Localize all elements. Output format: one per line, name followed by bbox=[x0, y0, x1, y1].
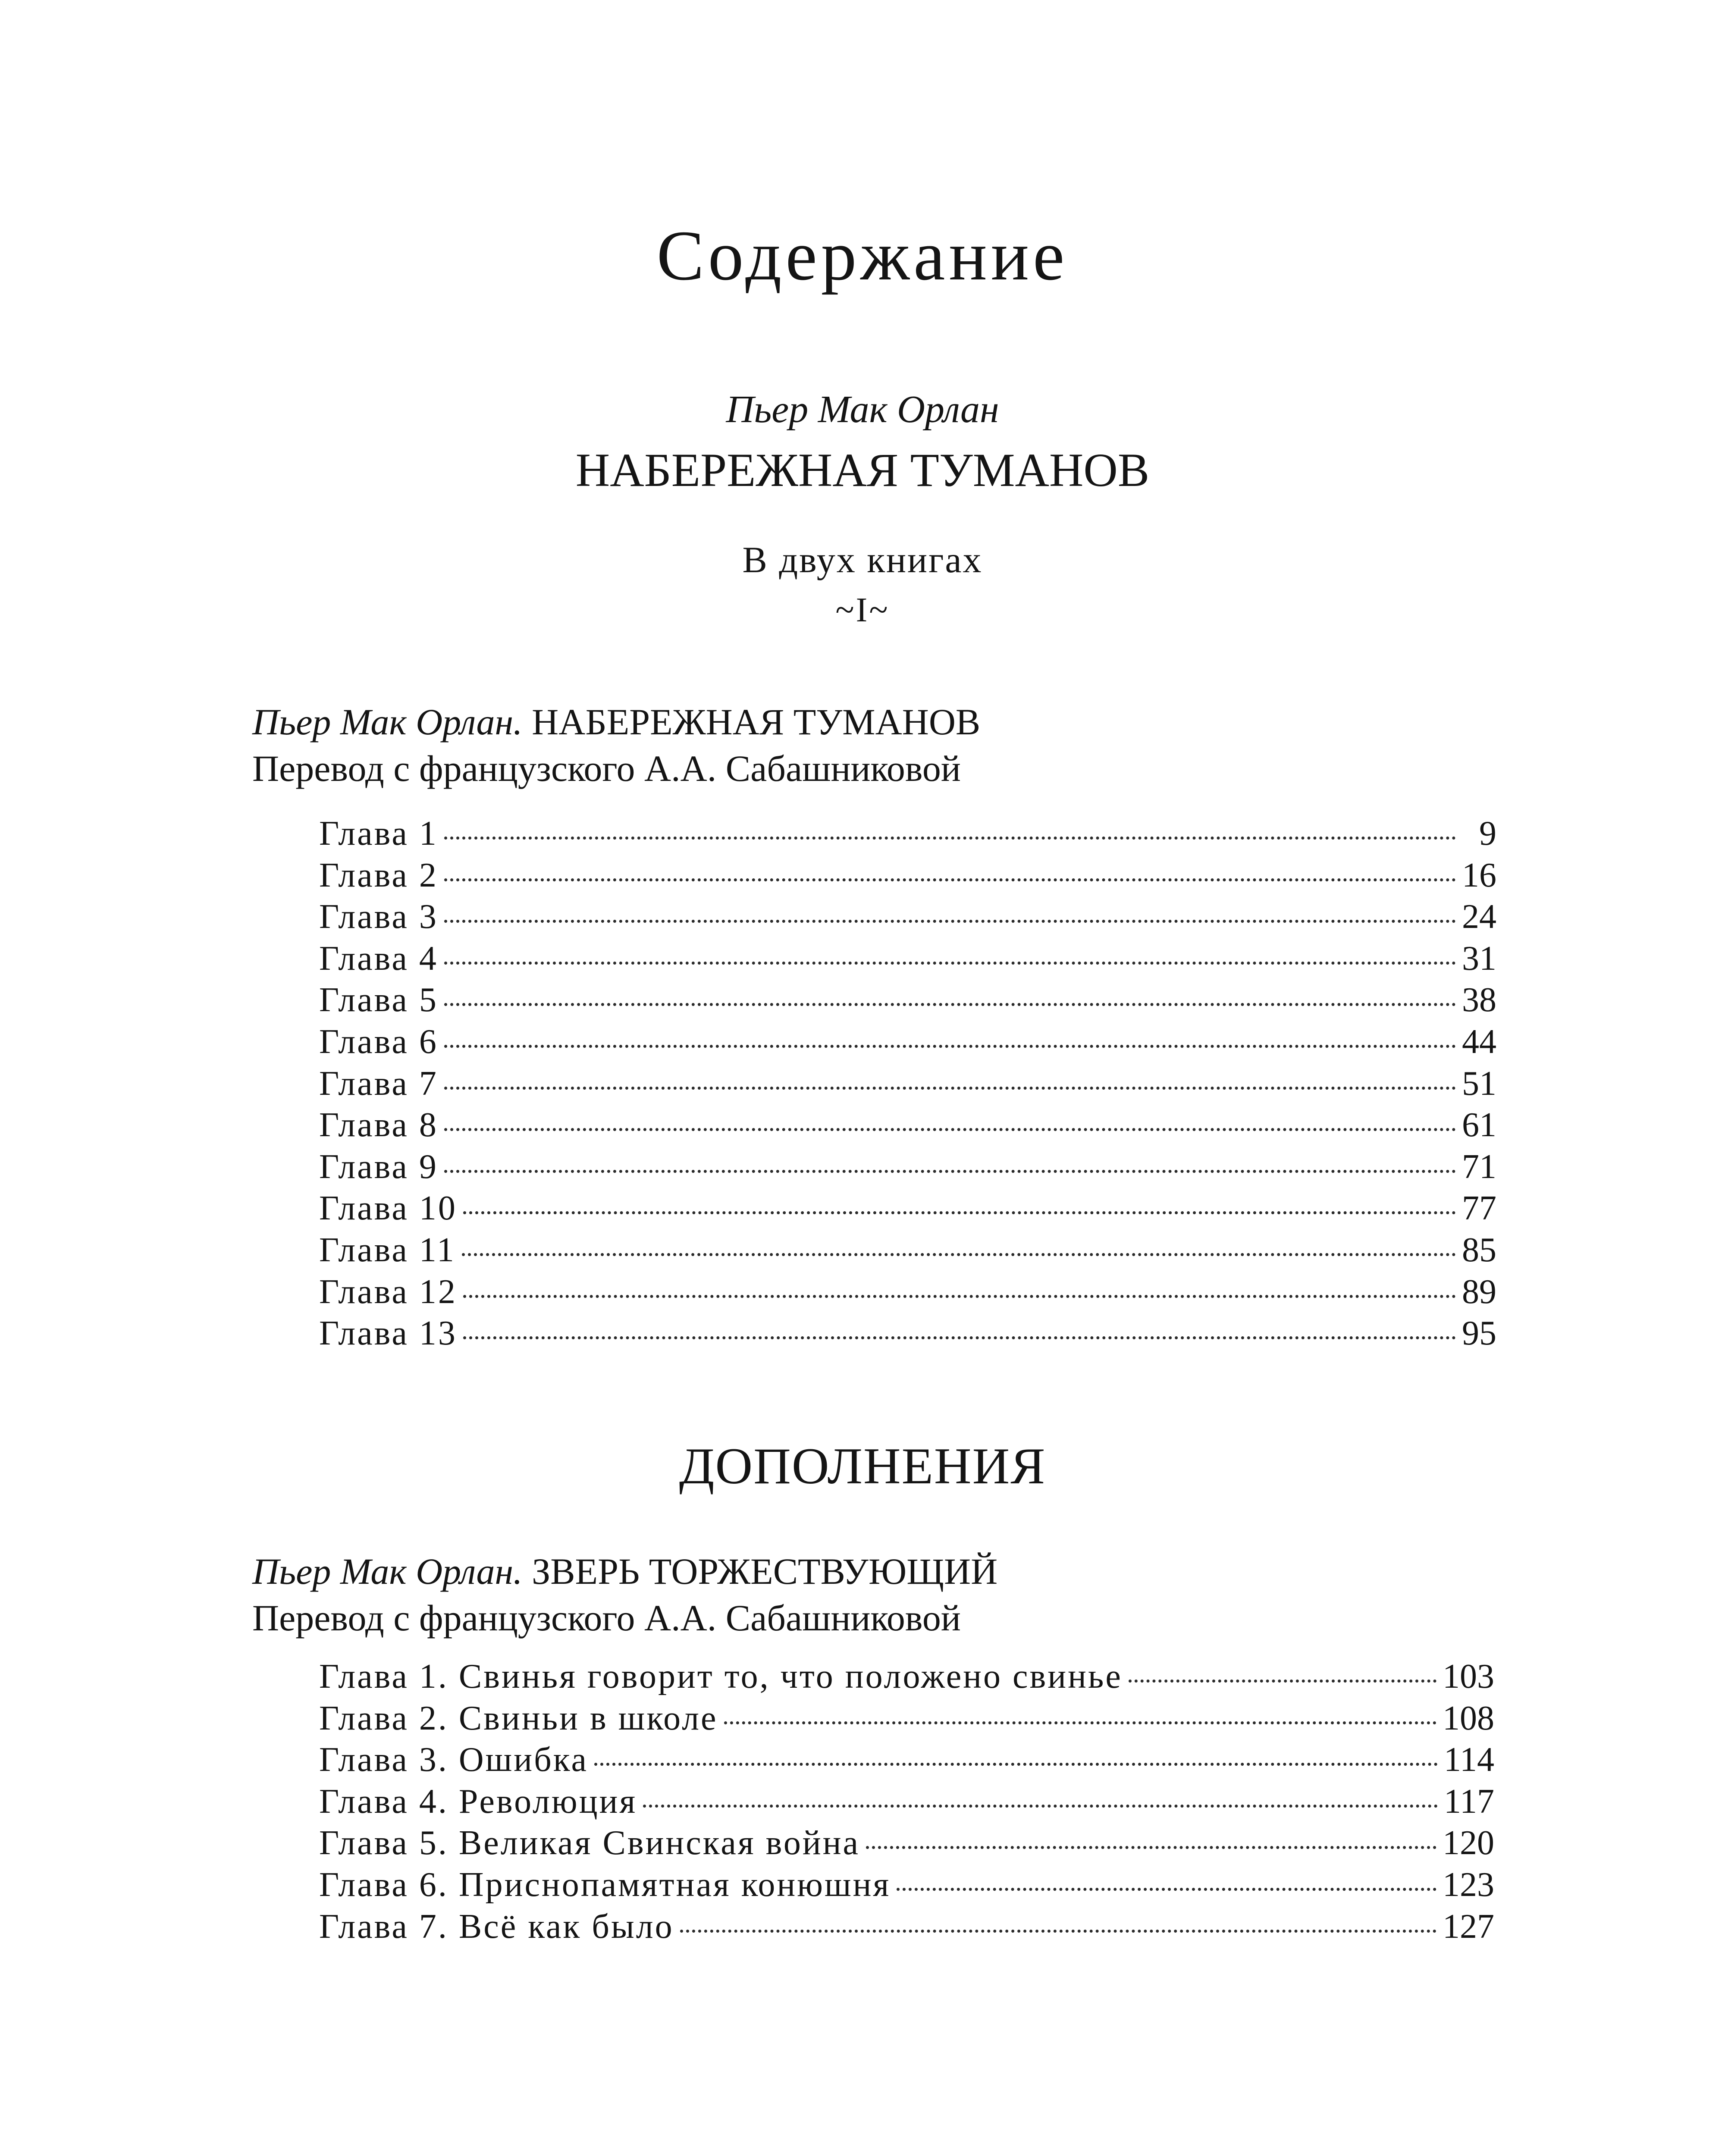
toc-entry[interactable] bbox=[319, 1271, 1496, 1313]
toc-entry[interactable] bbox=[319, 813, 1496, 855]
chapter-title: Глава 1 bbox=[319, 815, 438, 852]
toc-entry[interactable] bbox=[319, 855, 1496, 896]
work-2-chapter-list bbox=[319, 1656, 1494, 1947]
page-number: 9 bbox=[1479, 815, 1496, 852]
chapter-title: Глава 3. Ошибка bbox=[319, 1741, 588, 1779]
page-number: 127 bbox=[1443, 1907, 1494, 1946]
page-number: 71 bbox=[1462, 1147, 1496, 1186]
toc-entry[interactable] bbox=[319, 1864, 1494, 1906]
page-number: 120 bbox=[1443, 1824, 1494, 1862]
page-number: 51 bbox=[1462, 1064, 1496, 1103]
dot-leader bbox=[444, 1128, 1456, 1131]
toc-entry[interactable] bbox=[319, 1063, 1496, 1105]
dot-leader bbox=[866, 1846, 1436, 1849]
page-number: 117 bbox=[1443, 1782, 1494, 1821]
toc-entry[interactable] bbox=[319, 1698, 1494, 1739]
work-1-author-title-line bbox=[252, 699, 980, 745]
toc-entry[interactable] bbox=[319, 1739, 1494, 1781]
page-number: 103 bbox=[1443, 1658, 1494, 1695]
dot-leader bbox=[463, 1295, 1456, 1298]
toc-entry[interactable] bbox=[319, 1822, 1494, 1864]
work-1-title: НАБЕРЕЖНАЯ ТУМАНОВ bbox=[532, 701, 981, 743]
work-2-translation-credit: Перевод с французского А.А. Сабашниковой bbox=[252, 1597, 961, 1639]
work-1-translation-credit: Перевод с французского А.А. Сабашниковой bbox=[252, 748, 961, 789]
work-1-heading bbox=[252, 699, 980, 792]
chapter-title: Глава 3 bbox=[319, 898, 438, 936]
dot-leader bbox=[444, 878, 1456, 881]
toc-entry[interactable] bbox=[319, 1656, 1494, 1698]
toc-entry[interactable] bbox=[319, 1021, 1496, 1063]
page-number: 108 bbox=[1443, 1699, 1494, 1737]
toc-entry[interactable] bbox=[319, 1188, 1496, 1229]
page-number: 24 bbox=[1462, 898, 1496, 936]
work-2-title: ЗВЕРЬ ТОРЖЕСТВУЮЩИЙ bbox=[532, 1551, 998, 1592]
volume-number: ~I~ bbox=[835, 591, 890, 629]
dot-leader bbox=[643, 1805, 1438, 1808]
toc-entry[interactable] bbox=[319, 979, 1496, 1021]
chapter-title: Глава 1. Свинья говорит то, что положено свинье bbox=[319, 1658, 1123, 1695]
page-number: 61 bbox=[1462, 1106, 1496, 1144]
dot-leader bbox=[444, 1045, 1456, 1048]
chapter-title: Глава 10 bbox=[319, 1189, 457, 1228]
page-number: 44 bbox=[1462, 1022, 1496, 1061]
toc-entry[interactable] bbox=[319, 1104, 1496, 1146]
toc-entry[interactable] bbox=[319, 1781, 1494, 1823]
chapter-title: Глава 11 bbox=[319, 1231, 456, 1269]
chapter-title: Глава 4. Революция bbox=[319, 1782, 637, 1821]
page-number: 31 bbox=[1462, 939, 1496, 978]
dot-leader bbox=[463, 1211, 1456, 1214]
toc-entry[interactable] bbox=[319, 938, 1496, 980]
chapter-title: Глава 6 bbox=[319, 1022, 438, 1061]
page-title: Содержание bbox=[656, 216, 1069, 295]
dot-leader bbox=[444, 1003, 1456, 1006]
dot-leader bbox=[444, 1170, 1456, 1173]
work-1-author: Пьер Мак Орлан. bbox=[252, 701, 523, 743]
work-2-author: Пьер Мак Орлан. bbox=[252, 1551, 523, 1592]
dot-leader bbox=[897, 1888, 1436, 1891]
chapter-title: Глава 2 bbox=[319, 856, 438, 894]
page-number: 89 bbox=[1462, 1272, 1496, 1311]
chapter-title: Глава 13 bbox=[319, 1314, 457, 1353]
page-number: 77 bbox=[1462, 1189, 1496, 1228]
book-author: Пьер Мак Орлан bbox=[726, 388, 999, 431]
toc-entry[interactable] bbox=[319, 896, 1496, 938]
dot-leader bbox=[444, 920, 1456, 923]
page-number: 123 bbox=[1443, 1865, 1494, 1904]
work-1-chapter-list bbox=[319, 813, 1496, 1354]
dot-leader bbox=[1129, 1680, 1436, 1683]
dot-leader bbox=[724, 1721, 1437, 1724]
page-number: 16 bbox=[1462, 856, 1496, 894]
chapter-title: Глава 4 bbox=[319, 939, 438, 978]
dot-leader bbox=[462, 1253, 1456, 1256]
chapter-title: Глава 8 bbox=[319, 1106, 438, 1144]
dot-leader bbox=[463, 1336, 1456, 1339]
page-number: 114 bbox=[1443, 1741, 1494, 1779]
toc-entry[interactable] bbox=[319, 1146, 1496, 1188]
chapter-title: Глава 12 bbox=[319, 1272, 457, 1311]
dot-leader bbox=[444, 962, 1456, 965]
dot-leader bbox=[594, 1763, 1438, 1766]
chapter-title: Глава 7 bbox=[319, 1064, 438, 1103]
chapter-title: Глава 9 bbox=[319, 1147, 438, 1186]
chapter-title: Глава 5 bbox=[319, 981, 438, 1019]
page-number: 95 bbox=[1462, 1314, 1496, 1353]
toc-entry[interactable] bbox=[319, 1906, 1494, 1948]
toc-entry[interactable] bbox=[319, 1229, 1496, 1271]
page-number: 38 bbox=[1462, 981, 1496, 1019]
dot-leader bbox=[444, 837, 1456, 840]
toc-entry[interactable] bbox=[319, 1313, 1496, 1354]
book-subtitle: В двух книгах bbox=[742, 539, 983, 580]
work-2-author-title-line bbox=[252, 1548, 997, 1595]
supplements-heading: ДОПОЛНЕНИЯ bbox=[679, 1437, 1046, 1495]
work-2-heading bbox=[252, 1548, 997, 1641]
chapter-title: Глава 7. Всё как было bbox=[319, 1907, 674, 1946]
page-number: 85 bbox=[1462, 1231, 1496, 1269]
dot-leader bbox=[680, 1930, 1436, 1933]
chapter-title: Глава 2. Свиньи в школе bbox=[319, 1699, 718, 1737]
chapter-title: Глава 6. Приснопамятная конюшня bbox=[319, 1865, 891, 1904]
dot-leader bbox=[444, 1087, 1456, 1090]
book-title: НАБЕРЕЖНАЯ ТУМАНОВ bbox=[575, 444, 1150, 496]
chapter-title: Глава 5. Великая Свинская война bbox=[319, 1824, 860, 1862]
